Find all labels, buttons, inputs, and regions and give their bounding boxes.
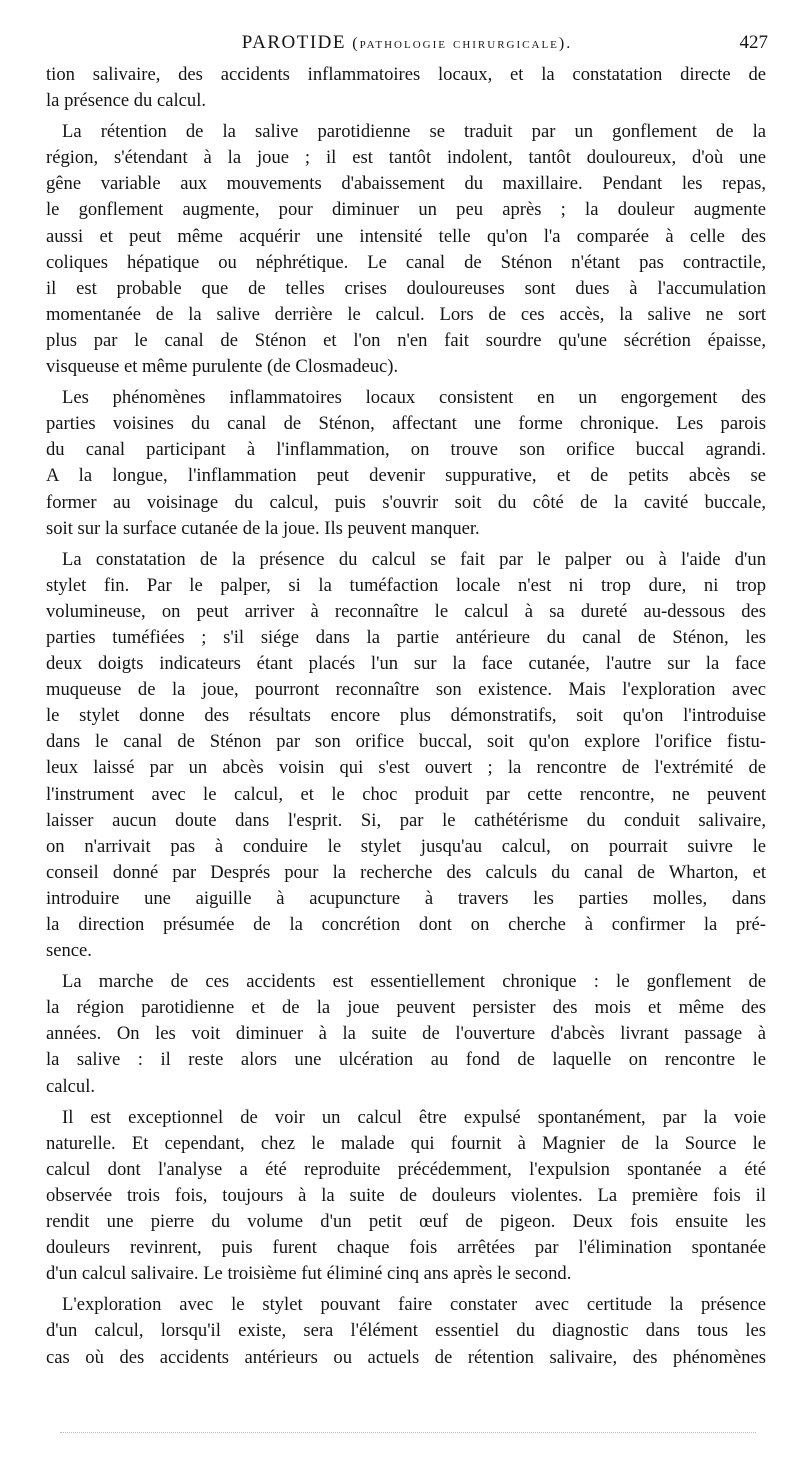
text-line: le stylet donne des résultats encore plus démonstratifs, soit qu'on l'introduise [46, 705, 766, 727]
running-title [46, 32, 768, 54]
text-line: introduire une aiguille à acupuncture à travers les parties molles, dans [46, 887, 766, 909]
text-line: rendit une pierre du volume d'un petit œuf de pigeon. Deux fois ensuite les [46, 1211, 766, 1233]
paragraph [46, 547, 766, 965]
paragraph [46, 385, 766, 542]
paragraph [46, 1292, 766, 1370]
text-line: calcul dont l'analyse a été reproduite précédemment, l'expulsion spontanée a été [46, 1158, 766, 1180]
running-head [46, 32, 768, 56]
text-line: d'un calcul salivaire. Le troisième fut éliminé cinq ans après le second. [46, 1263, 572, 1285]
text-line: Il est exceptionnel de voir un calcul être expulsé spontanément, par la voie [62, 1106, 766, 1128]
text-line: muqueuse de la joue, pourront reconnaître son existence. Mais l'exploration avec [46, 679, 766, 701]
header-title: PAROTIDE [241, 32, 346, 53]
text-line: leux laissé par un abcès voisin qui s'est ouvert ; la rencontre de l'extrémité de [46, 757, 766, 779]
paragraph [46, 119, 766, 380]
text-line: conseil donné par Després pour la recherche des calculs du canal de Wharton, et [46, 861, 766, 883]
text-line: parties tuméfiées ; s'il siége dans la partie antérieure du canal de Sténon, les [46, 626, 766, 648]
text-line: observée trois fois, toujours à la suite de douleurs violentes. La première fois il [46, 1184, 766, 1206]
text-line: coliques hépatique ou néphrétique. Le canal de Sténon n'étant pas contractile, [46, 251, 766, 273]
paragraph [46, 1105, 766, 1288]
text-line: laisser aucun doute dans l'esprit. Si, par le cathétérisme du conduit salivaire, [46, 809, 766, 831]
text-line: sence. [46, 940, 92, 962]
text-line: dans le canal de Sténon par son orifice buccal, soit qu'on explore l'orifice fistu- [46, 731, 766, 753]
text-line: naturelle. Et cependant, chez le malade qui fournit à Magnier de la Source le [46, 1132, 766, 1154]
paragraph [46, 969, 766, 1099]
page-number: 427 [739, 32, 768, 53]
text-line: aussi et peut même acquérir une intensité telle qu'on l'a comparée à celle des [46, 225, 766, 247]
text-line: La constatation de la présence du calcul se fait par le palper ou à l'aide d'un [62, 548, 766, 570]
text-line: d'un calcul, lorsqu'il existe, sera l'élément essentiel du diagnostic dans tous les [46, 1320, 766, 1342]
text-line: L'exploration avec le stylet pouvant faire constater avec certitude la présence [62, 1294, 766, 1316]
text-line: douleurs revinrent, puis furent chaque fois arrêtées par l'élimination spontanée [46, 1237, 766, 1259]
text-line: la salive : il reste alors une ulcération au fond de laquelle on rencontre le [46, 1049, 766, 1071]
text-line: La marche de ces accidents est essentiellement chronique : le gonflement de [62, 971, 766, 993]
header-subtitle: (pathologie chirurgicale). [352, 35, 573, 52]
text-line: années. On les voit diminuer à la suite de l'ouverture d'abcès livrant passage à [46, 1023, 766, 1045]
text-line: momentanée de la salive derrière le calcul. Lors de ces accès, la salive ne sort [46, 303, 766, 325]
text-line: former au voisinage du calcul, puis s'ouvrir soit du côté de la cavité buccale, [46, 491, 766, 513]
text-line: gêne variable aux mouvements d'abaissement du maxillaire. Pendant les repas, [46, 173, 766, 195]
text-line: tion salivaire, des accidents inflammatoires locaux, et la constatation directe de [46, 64, 766, 85]
text-line: visqueuse et même purulente (de Closmadeuc). [46, 356, 399, 378]
text-line: du canal participant à l'inflammation, on trouve son orifice buccal agrandi. [46, 439, 766, 461]
text-line: le gonflement augmente, pour diminuer un peu après ; la douleur augmente [46, 199, 766, 221]
text-line: deux doigts indicateurs étant placés l'un sur la face cutanée, l'autre sur la face [46, 653, 766, 675]
text-line: parties voisines du canal de Sténon, affectant une forme chronique. Les parois [46, 413, 766, 435]
text-line: région, s'étendant à la joue ; il est tantôt indolent, tantôt douloureux, d'où une [46, 147, 766, 169]
text-line: A la longue, l'inflammation peut devenir suppurative, et de petits abcès se [46, 465, 766, 487]
text-line: La rétention de la salive parotidienne se traduit par un gonflement de la [62, 121, 766, 143]
text-line: la région parotidienne et de la joue peuvent persister des mois et même des [46, 997, 766, 1019]
text-line: il est probable que de telles crises douloureuses sont dues à l'accumulation [46, 277, 766, 299]
text-line: la présence du calcul. [46, 90, 207, 112]
text-line: l'instrument avec le calcul, et le choc produit par cette rencontre, ne peuvent [46, 783, 766, 805]
text-line: volumineuse, on peut arriver à reconnaître le calcul à sa dureté au-dessous des [46, 600, 766, 622]
paragraph [46, 62, 766, 114]
footer-rule [60, 1432, 756, 1433]
text-line: calcul. [46, 1075, 96, 1097]
text-line: stylet fin. Par le palper, si la tuméfaction locale n'est ni trop dure, ni trop [46, 574, 766, 596]
text-line: plus par le canal de Sténon et l'on n'en fait sourdre qu'une sécrétion épaisse, [46, 329, 766, 351]
text-line: Les phénomènes inflammatoires locaux consistent en un engorgement des [62, 387, 766, 409]
text-line: cas où des accidents antérieurs ou actuels de rétention salivaire, des phénomènes [46, 1346, 766, 1368]
body-text [46, 62, 766, 1371]
text-line: on n'arrivait pas à conduire le stylet jusqu'au calcul, on pourrait suivre le [46, 835, 766, 857]
text-line: soit sur la surface cutanée de la joue. Ils peuvent manquer. [46, 517, 480, 539]
text-line: la direction présumée de la concrétion dont on cherche à confirmer la pré- [46, 914, 766, 935]
